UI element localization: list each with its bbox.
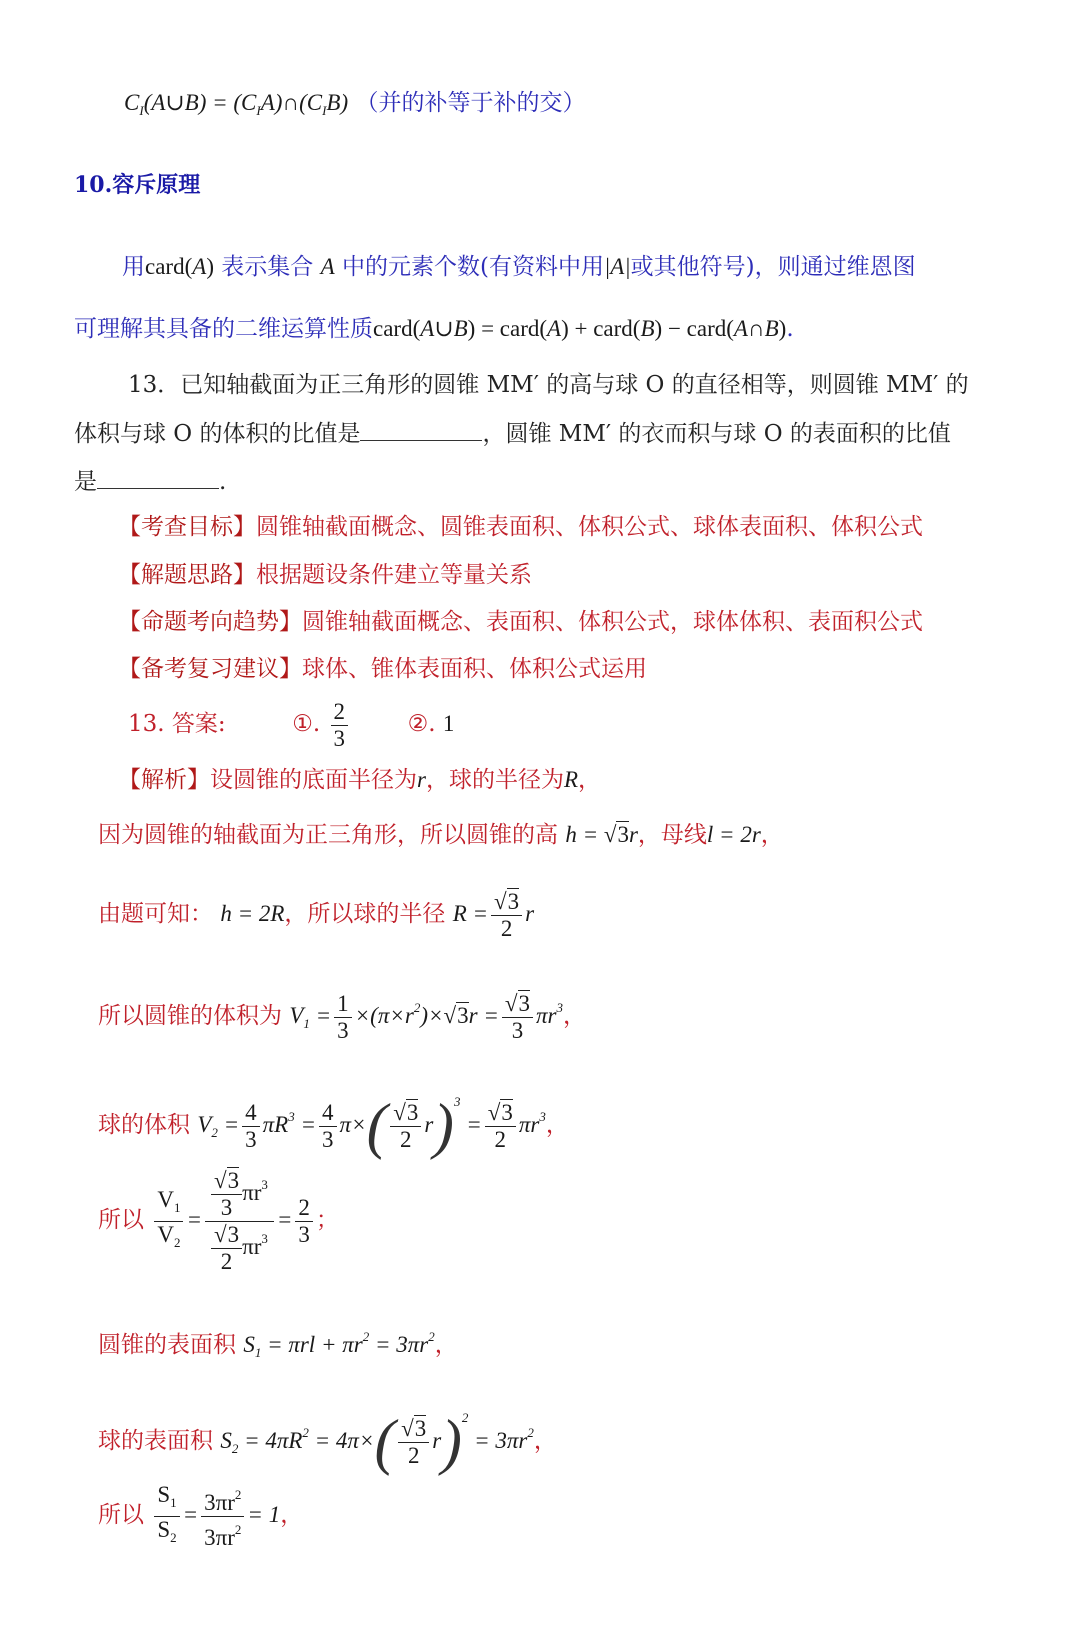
solution-cone-volume: 所以圆锥的体积为 $V_1$ = $\frac{1}{3}$ $\times(\pi\times r^2)\times√3r$ = $\frac{√3}{3}$ $\pi r^3$， xyxy=(98,991,586,1044)
tag-exam-goal: 【考查目标】圆锥轴截面概念、圆锥表面积、体积公式、球体表面积、体积公式 xyxy=(118,514,923,540)
volume-ratio-formula: $\frac{V_1}{V_2}$ = $\frac{√3}{3}$ $\pi r^3$ $\frac{√3}{2}$ $\pi r^3$ = $\frac{2}{3}$ xyxy=(151,1207,316,1232)
answer-blank-1[interactable] xyxy=(360,418,482,441)
solution-volume-ratio: 所以 $\frac{V_1}{V_2}$ = $\frac{√3}{3}$ $\pi r^3$ $\frac{√3}{2}$ $\pi r^3$ = $\frac{2}{3}$ ； xyxy=(98,1168,339,1274)
cone-height-formula: h = √3r xyxy=(565,822,638,847)
sphere-volume-formula: $V_2$ = $\frac{4}{3}$ $\pi R^3$ = $\frac{4}{3}$ π×( $\frac{√3}{2}$ r)$^3$ = $\frac{√3}{2}$ $\pi r^3$ xyxy=(197,1092,546,1161)
solution-surface-ratio: 所以 $\frac{S_1}{S_2}$ = $\frac{3\pi r^2}{3\pi r^2}$ = 1， xyxy=(98,1482,304,1550)
answer-blank-2[interactable] xyxy=(97,466,219,489)
complement-law-note: （并的补等于补的交） xyxy=(355,90,586,116)
cone-surface-formula: $S_1 = \pi rl + \pi r^2 = 3\pi r^2$ xyxy=(243,1329,435,1360)
inclusion-exclusion-para-line1: 用card(A) 表示集合 A 中的元素个数(有资料中用|A|或其他符号)，则通过维恩图 xyxy=(122,254,916,280)
card-notation: card(A) xyxy=(145,254,214,279)
solution-intro: 【解析】设圆锥的底面半径为r，球的半径为R， xyxy=(118,767,602,793)
answer-line: 13. 答案: ①. $\frac{2}{3}$ ②. 1 xyxy=(128,698,455,751)
question-13-line3: 是 . xyxy=(74,466,226,497)
solution-sphere-surface: 球的表面积 $S_2 = 4\pi R^2 = 4\pi\times$( $\frac{√3}{2}$ $r)^2 = 3\pi r^2$， xyxy=(98,1408,557,1477)
cone-volume-formula: $V_1$ = $\frac{1}{3}$ $\times(\pi\times r^2)\times√3r$ = $\frac{√3}{3}$ $\pi r^3$ xyxy=(289,991,563,1044)
tag-solving-approach: 【解题思路】根据题设条件建立等量关系 xyxy=(118,562,532,588)
solution-cone-height: 因为圆锥的轴截面为正三角形，所以圆锥的高 h = √3r，母线l = 2r， xyxy=(98,822,784,848)
answer-1-fraction: $\frac{2}{3}$ xyxy=(331,699,349,752)
question-13-line2: 体积与球 O 的体积的比值是 ，圆锥 MM′ 的衣而积与球 O 的表面积的比值 xyxy=(74,418,951,449)
solution-sphere-radius: 由题可知： h = 2R，所以球的半径 R = $\frac{√3}{2}$ r xyxy=(98,889,535,942)
section-heading: 10.容斥原理 xyxy=(74,172,201,198)
complement-law-formula: $C_I(A\cup B)$ = $(C_IA)\cap(C_IB)$ xyxy=(124,90,349,118)
sphere-surface-formula: $S_2 = 4\pi R^2 = 4\pi\times$( $\frac{√3}{2}$ $r)^2 = 3\pi r^2$ xyxy=(220,1408,534,1477)
inclusion-exclusion-para-line2: 可理解其具备的二维运算性质card(A∪B) = card(A) + card(B) − card(A∩B). xyxy=(74,316,794,342)
sphere-radius-formula: R = $\frac{√3}{2}$ r xyxy=(452,889,535,942)
inclusion-exclusion-formula: card(A∪B) = card(A) + card(B) − card(A∩B) xyxy=(373,316,787,341)
tag-review-advice: 【备考复习建议】球体、锥体表面积、体积公式运用 xyxy=(118,656,647,682)
solution-sphere-volume: 球的体积 $V_2$ = $\frac{4}{3}$ $\pi R^3$ = $\frac{4}{3}$ π×( $\frac{√3}{2}$ r)$^3$ = $\frac{√3}{2}$ $\pi r^3$， xyxy=(98,1092,569,1161)
solution-cone-surface: 圆锥的表面积 $S_1 = \pi rl + \pi r^2 = 3\pi r^2$， xyxy=(98,1329,458,1360)
question-13-line1: 13．已知轴截面为正三角形的圆锥 MM′ 的高与球 O 的直径相等，则圆锥 MM′ 的 xyxy=(128,372,969,398)
surface-ratio-formula: $\frac{S_1}{S_2}$ = $\frac{3\pi r^2}{3\pi r^2}$ = 1 xyxy=(151,1502,280,1527)
complement-law-line xyxy=(124,88,585,126)
tag-trend: 【命题考向趋势】圆锥轴截面概念、表面积、体积公式，球体体积、表面积公式 xyxy=(118,609,923,635)
